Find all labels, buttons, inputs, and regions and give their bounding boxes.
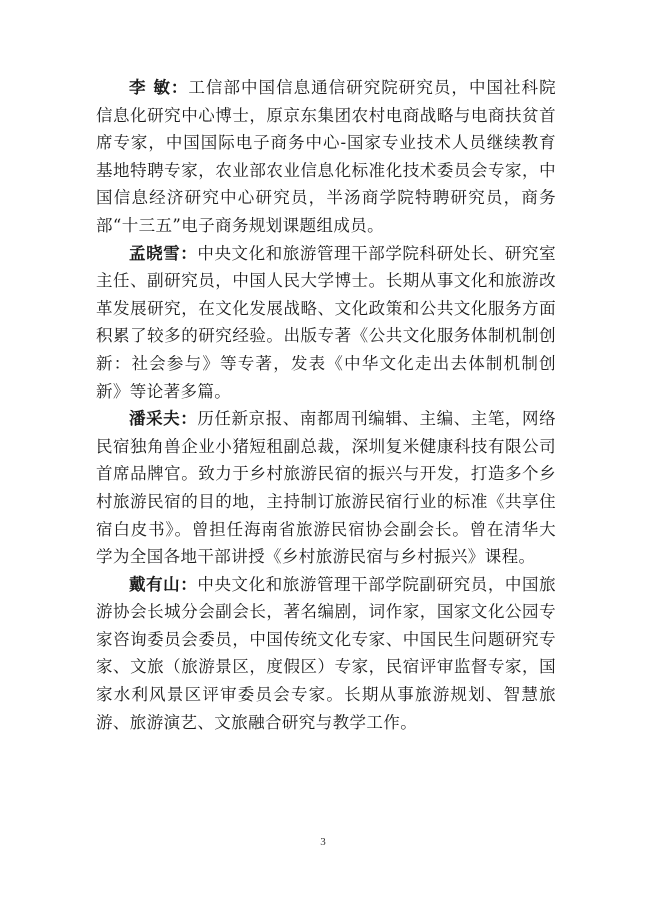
bio-name: 潘采夫： (129, 409, 198, 429)
bio-list (96, 74, 556, 736)
bio-paragraph (96, 240, 556, 406)
page-number: 3 (320, 836, 326, 848)
bio-paragraph (96, 405, 556, 571)
bio-name: 戴有山： (129, 574, 198, 594)
bio-paragraph (96, 571, 556, 737)
bio-name: 李 敏： (129, 78, 189, 97)
bio-text: 中央文化和旅游管理干部学院科研处长、研究室主任、副研究员，中国人民大学博士。长期从事文化和旅游改革发展研究，在文化发展战略、文化政策和公共文化服务方面积累了较多的研究经验。出版专著《公共文化服务体制机制创新：社会参与》等专著，发表《中华文化走出去体制机制创新》等论著多篇。 (96, 243, 556, 401)
bio-name: 孟晓雪： (129, 243, 198, 263)
bio-paragraph (96, 74, 556, 240)
bio-text: 工信部中国信息通信研究院研究员，中国社科院信息化研究中心博士，原京东集团农村电商战略与电商扶贫首席专家，中国国际电子商务中心-国家专业技术人员继续教育基地特聘专家，农业部农业信息化标准化技术委员会专家，中国信息经济研究中心研究员，半汤商学院特聘研究员，商务部“十三五”电子商务规划课题组成员。 (96, 78, 556, 235)
bio-text: 中央文化和旅游管理干部学院副研究员，中国旅游协会长城分会副会长，著名编剧，词作家，国家文化公园专家咨询委员会委员，中国传统文化专家、中国民生问题研究专家、文旅（旅游景区，度假区）专家，民宿评审监督专家，国家水利风景区评审委员会专家。长期从事旅游规划、智慧旅游、旅游演艺、文旅融合研究与教学工作。 (96, 574, 556, 732)
bio-text: 历任新京报、南都周刊编辑、主编、主笔，网络民宿独角兽企业小猪短租副总裁，深圳复米健康科技有限公司首席品牌官。致力于乡村旅游民宿的振兴与开发，打造多个乡村旅游民宿的目的地，主持制订旅游民宿行业的标准《共享住宿白皮书》。曾担任海南省旅游民宿协会副会长。曾在清华大学为全国各地干部讲授《乡村旅游民宿与乡村振兴》课程。 (96, 409, 556, 567)
